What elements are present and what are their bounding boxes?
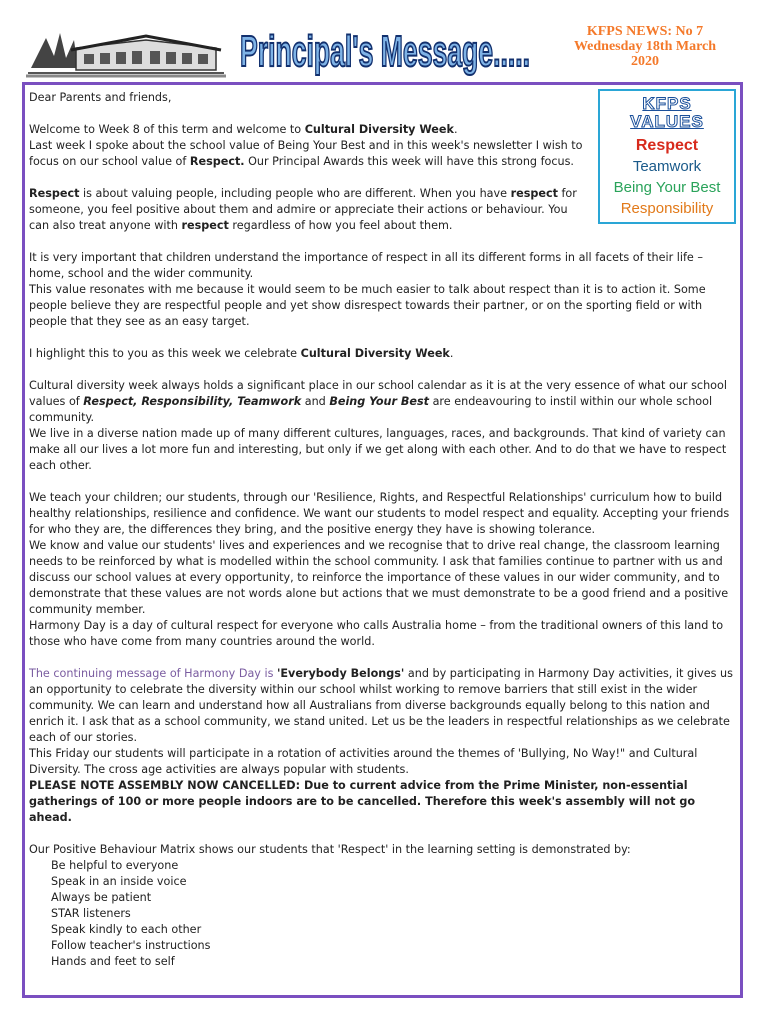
importance-paragraph: It is very important that children understand the importance of respect in all its different forms in all facets of their life – home, school and the wider community.	[29, 251, 703, 280]
know-and-value-paragraph: We know and value our students' lives and experiences and we recognise that to drive real change, the classroom learning needs to be reinforced by what is modelled within the school community. I ask that families continue to partner with us and discuss our school values at every opportunity, to reinforce the importance of these values in our wider community, and to demonstrate that these values are not words alone but actions that we must demonstrate to be a good friend and a positive community member.	[29, 539, 729, 616]
news-number: KFPS NEWS: No 7	[586, 24, 704, 39]
list-item: Speak kindly to each other	[51, 923, 202, 936]
value-being-your-best: Being Your Best	[613, 179, 721, 196]
value-teamwork: Teamwork	[632, 158, 702, 175]
list-item: Be helpful to everyone	[51, 859, 179, 872]
list-item: Speak in an inside voice	[51, 875, 187, 888]
resonates-paragraph: This value resonates with me because it would seem to be much easier to talk about respect than it is to action it. Some people believe they are respectful people and yet show disrespect towards their partner, or on the sporting field or with people that they see as an easy target.	[29, 283, 706, 328]
friday-activities-paragraph: This Friday our students will participate in a rotation of activities around the themes of 'Bullying, No Way!" and Cultural Diversity. The cross age activities are always popular with students.	[29, 747, 698, 776]
newsletter-header	[0, 0, 770, 84]
last-week-paragraph: Last week I spoke about the school value of Being Your Best and in this week's newsletter I wish to focus on our school value of Respect. Our Principal Awards this week will have this strong focus.	[29, 139, 583, 168]
respect-definition-paragraph: Respect is about valuing people, including people who are different. When you have respect for someone, you feel positive about them and admire or appreciate their actions or behaviour. You can also treat anyone with respect regardless of how you feel about them.	[29, 187, 577, 232]
diverse-nation-paragraph: We live in a diverse nation made up of many different cultures, languages, races, and backgrounds. That kind of variety can make all our lives a lot more fun and interesting, but only if we get along with each other. And to do that we have to respect each other.	[29, 427, 727, 472]
greeting: Dear Parents and friends,	[29, 91, 172, 104]
cultural-diversity-paragraph: Cultural diversity week always holds a significant place in our school calendar as it is at the very essence of what our school values of Respect, Responsibility, Teamwork and Being Your Best are endeavouring to instil within our whole school community.	[29, 379, 727, 424]
respect-behaviour-list	[51, 858, 739, 970]
news-date: Wednesday 18th March	[573, 39, 717, 54]
values-title-line2: VALUES	[630, 112, 704, 131]
list-item: STAR listeners	[51, 907, 131, 920]
assembly-cancelled-notice: PLEASE NOTE ASSEMBLY NOW CANCELLED: Due to current advice from the Prime Minister, non-essential gatherings of 100 or more people indoors are to be cancelled. Therefore this week's assembly will not go ahead.	[29, 779, 696, 824]
teach-children-paragraph: We teach your children; our students, through our 'Resilience, Rights, and Respectful Relationships' curriculum how to build healthy relationships, resilience and confidence. We want our students to model respect and equality. Accepting your friends for who they are, the differences they bring, and the positive energy they have is showing tolerance.	[29, 491, 730, 536]
welcome-paragraph: Welcome to Week 8 of this term and welcome to Cultural Diversity Week.	[29, 123, 458, 136]
principals-message-title	[236, 12, 536, 84]
list-item: Follow teacher's instructions	[51, 939, 211, 952]
list-item: Always be patient	[51, 891, 152, 904]
school-building-image	[26, 18, 226, 78]
news-issue-info	[560, 24, 730, 69]
list-item: Hands and feet to self	[51, 955, 175, 968]
values-title-line1: KFPS	[642, 94, 692, 113]
message-body	[29, 90, 739, 970]
harmony-day-paragraph: Harmony Day is a day of cultural respect for everyone who calls Australia home – from the traditional owners of this land to those who have come from many countries around the world.	[29, 619, 724, 648]
news-year: 2020	[631, 54, 659, 69]
highlight-paragraph: I highlight this to you as this week we celebrate Cultural Diversity Week.	[29, 347, 454, 360]
value-responsibility: Responsibility	[620, 200, 714, 217]
svg-text:Principal's Message.....: Principal's Message.....	[240, 27, 530, 76]
everybody-belongs-paragraph: The continuing message of Harmony Day is 'Everybody Belongs' and by participating in Harmony Day activities, it gives us an opportunity to celebrate the diversity within our school whilst working to remove barriers that still exist in the wider community. We can learn and understand how all Australians from diverse backgrounds equally belong to this nation and enrich it. I ask that as a school community, we stand united. Let us be the leaders in respectful relationships as we celebrate each of our stories.	[29, 667, 733, 744]
behaviour-matrix-intro: Our Positive Behaviour Matrix shows our students that 'Respect' in the learning setting is demonstrated by:	[29, 843, 631, 856]
value-respect: Respect	[635, 137, 699, 154]
